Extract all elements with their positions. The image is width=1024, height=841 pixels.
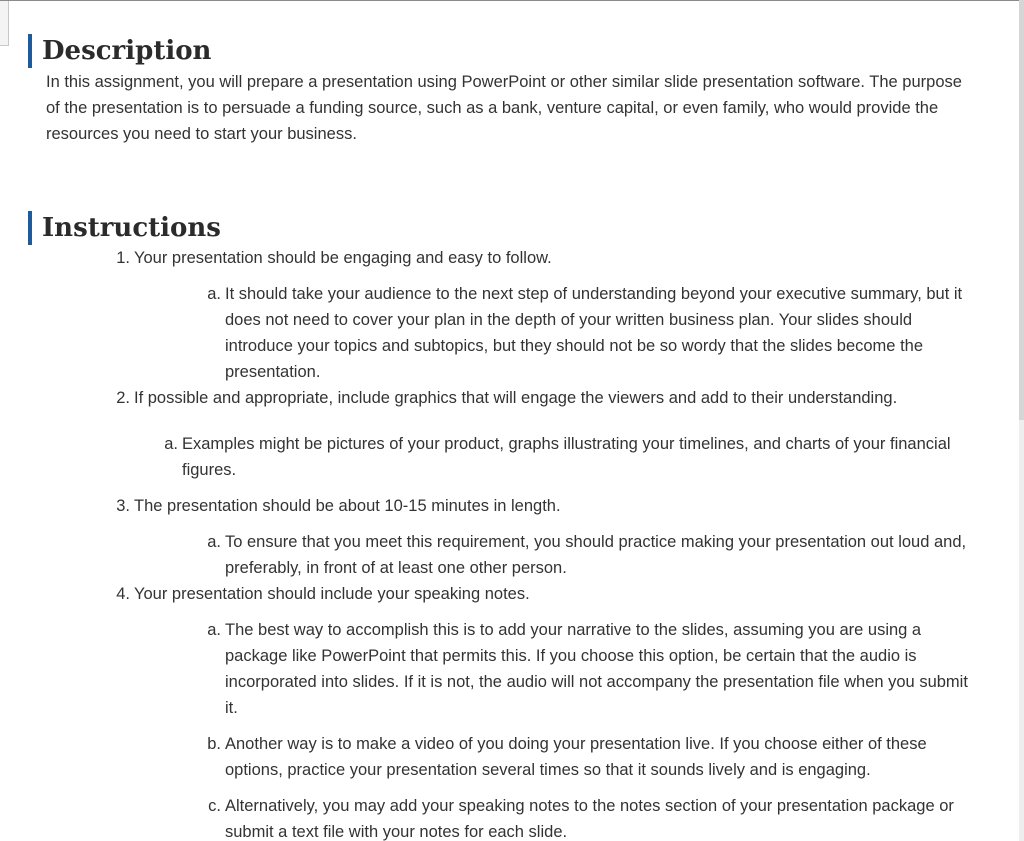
- sub-list-item: [201, 529, 981, 581]
- sub-list-item-text: It should take your audience to the next step of understanding beyond your executive summary, but it does not need to cover your plan in the depth of your written business plan. Your slides should introduce your topics and subtopics, but they should not be so wordy that the slides become the presentation.: [225, 285, 963, 381]
- description-heading: Description: [28, 34, 211, 68]
- sub-list-item: [201, 731, 981, 783]
- sub-list-item-text: Alternatively, you may add your speaking notes to the notes section of your presentation package or submit a text file with your notes for each slide.: [225, 797, 954, 841]
- list-marker: 4.: [116, 585, 130, 603]
- sub-list-item: [201, 617, 981, 721]
- sub-list-item: [201, 793, 981, 841]
- sub-list-item: [158, 431, 958, 483]
- sub-list-item-text: To ensure that you meet this requirement, you should practice making your presentation out loud and, preferably, in front of at least one other person.: [225, 533, 967, 577]
- list-item-text: Your presentation should include your speaking notes.: [134, 585, 530, 603]
- side-panel-tab[interactable]: [0, 1, 9, 46]
- instructions-heading: Instructions: [28, 211, 221, 245]
- list-marker: 1.: [116, 249, 130, 267]
- scrollbar[interactable]: [1019, 0, 1024, 841]
- list-item: [110, 385, 970, 411]
- sub-list-item-text: The best way to accomplish this is to add your narrative to the slides, assuming you are using a package like PowerPoint that permits this. If you choose this option, be certain that the audio is incorporated into slides. If it is not, the audio will not accompany the presentation file when you submit it.: [225, 621, 968, 717]
- list-item-text: The presentation should be about 10-15 minutes in length.: [134, 497, 561, 515]
- list-item: [110, 245, 970, 271]
- list-marker: 3.: [116, 497, 130, 515]
- list-item: [110, 581, 970, 607]
- list-item: [110, 493, 970, 519]
- scrollbar-thumb[interactable]: [1019, 0, 1024, 420]
- list-marker: b.: [207, 735, 221, 753]
- list-item-text: If possible and appropriate, include graphics that will engage the viewers and add to their understanding.: [134, 389, 898, 407]
- sub-list-item-text: Examples might be pictures of your product, graphs illustrating your timelines, and charts of your financial figures.: [182, 435, 951, 479]
- list-marker: a.: [207, 285, 221, 303]
- sub-list-item-text: Another way is to make a video of you doing your presentation live. If you choose either of these options, practice your presentation several times so that it sounds lively and is engaging.: [225, 735, 927, 779]
- list-marker: a.: [207, 533, 221, 551]
- list-marker: c.: [208, 797, 221, 815]
- list-item-text: Your presentation should be engaging and easy to follow.: [134, 249, 552, 267]
- sub-list-item: [201, 281, 981, 385]
- list-marker: a.: [207, 621, 221, 639]
- description-paragraph: In this assignment, you will prepare a presentation using PowerPoint or other similar slide presentation software. The purpose of the presentation is to persuade a funding source, such as a bank, venture capital, or even family, who would provide the resources you need to start your business.: [46, 73, 962, 143]
- top-divider: [0, 0, 1024, 1]
- list-marker: 2.: [116, 389, 130, 407]
- list-marker: a.: [164, 435, 178, 453]
